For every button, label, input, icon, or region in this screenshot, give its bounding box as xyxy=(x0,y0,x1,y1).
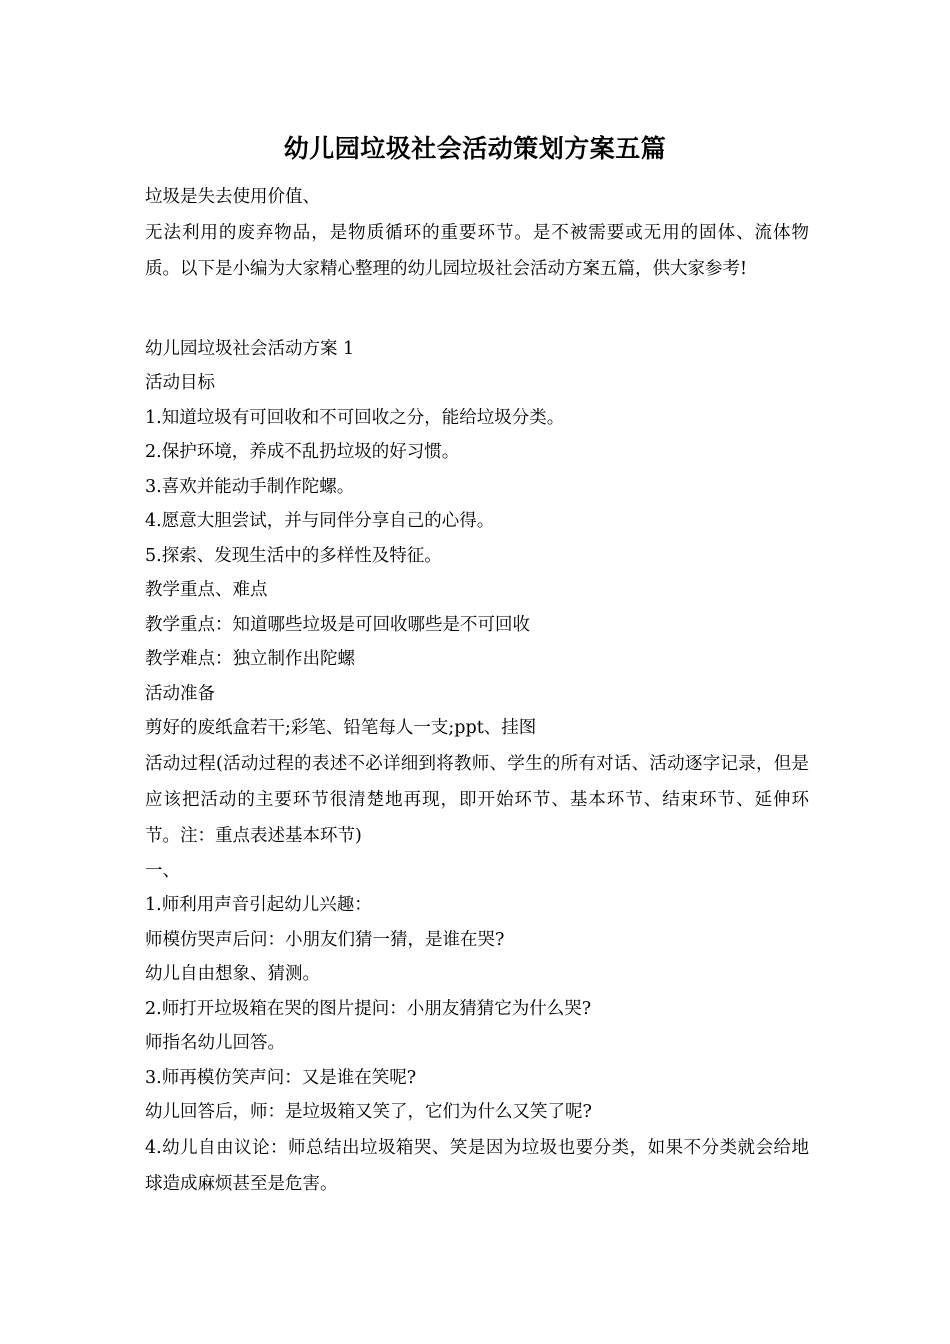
section-lines-a xyxy=(145,332,809,746)
text-line: 幼儿自由想象、猜测。 xyxy=(145,964,320,984)
text-line: 教学重点、难点 xyxy=(145,580,268,600)
text-line: 一、 xyxy=(145,860,180,881)
text-line: 4.愿意大胆尝试，并与同伴分享自己的心得。 xyxy=(145,511,495,531)
text-line: 教学难点：独立制作出陀螺 xyxy=(145,649,355,669)
text-line: 剪好的废纸盒若干;彩笔、铅笔每人一支;ppt、挂图 xyxy=(145,718,537,738)
section-lines-b xyxy=(145,854,809,1130)
text-line: 活动准备 xyxy=(145,683,215,704)
section-heading: 幼儿园垃圾社会活动方案 1 xyxy=(145,338,355,359)
text-line: 活动目标 xyxy=(145,373,215,393)
text-line: 5.探索、发现生活中的多样性及特征。 xyxy=(145,545,442,566)
final-paragraph: 4.幼儿自由议论：师总结出垃圾箱哭、笑是因为垃圾也要分类，如果不分类就会给地球造成麻烦甚至是危害。 xyxy=(145,1137,809,1194)
text-line: 师指名幼儿回答。 xyxy=(145,1033,285,1053)
text-line: 1.知道垃圾有可回收和不可回收之分，能给垃圾分类。 xyxy=(145,407,565,428)
text-line: 幼儿回答后，师：是垃圾箱又笑了，它们为什么又笑了呢? xyxy=(145,1102,592,1122)
text-line: 3.喜欢并能动手制作陀螺。 xyxy=(145,476,355,497)
text-line: 师模仿哭声后问：小朋友们猜一猜，是谁在哭? xyxy=(145,929,505,950)
text-line: 3.师再模仿笑声问：又是谁在笑呢? xyxy=(145,1067,417,1088)
text-line: 教学重点：知道哪些垃圾是可回收哪些是不可回收 xyxy=(145,614,530,635)
text-line: 1.师利用声音引起幼儿兴趣： xyxy=(145,895,372,915)
intro-paragraph: 无法利用的废弃物品，是物质循环的重要环节。是不被需要或无用的固体、流体物质。以下是小编为大家精心整理的幼儿园垃圾社会活动方案五篇，供大家参考! xyxy=(145,222,809,279)
process-paragraph: 活动过程(活动过程的表述不必详细到将教师、学生的所有对话、活动逐字记录，但是应该把活动的主要环节很清楚地再现，即开始环节、基本环节、结束环节、延伸环节。注：重点表述基本环节) xyxy=(145,753,809,846)
text-line: 2.师打开垃圾箱在哭的图片提问：小朋友猜猜它为什么哭? xyxy=(145,998,592,1019)
document-title: 幼儿园垃圾社会活动策划方案五篇 xyxy=(283,134,667,163)
document-body xyxy=(145,180,809,1202)
section-gap xyxy=(145,287,809,332)
text-line: 2.保护环境，养成不乱扔垃圾的好习惯。 xyxy=(145,442,460,462)
intro-line-1: 垃圾是失去使用价值、 xyxy=(145,187,320,207)
